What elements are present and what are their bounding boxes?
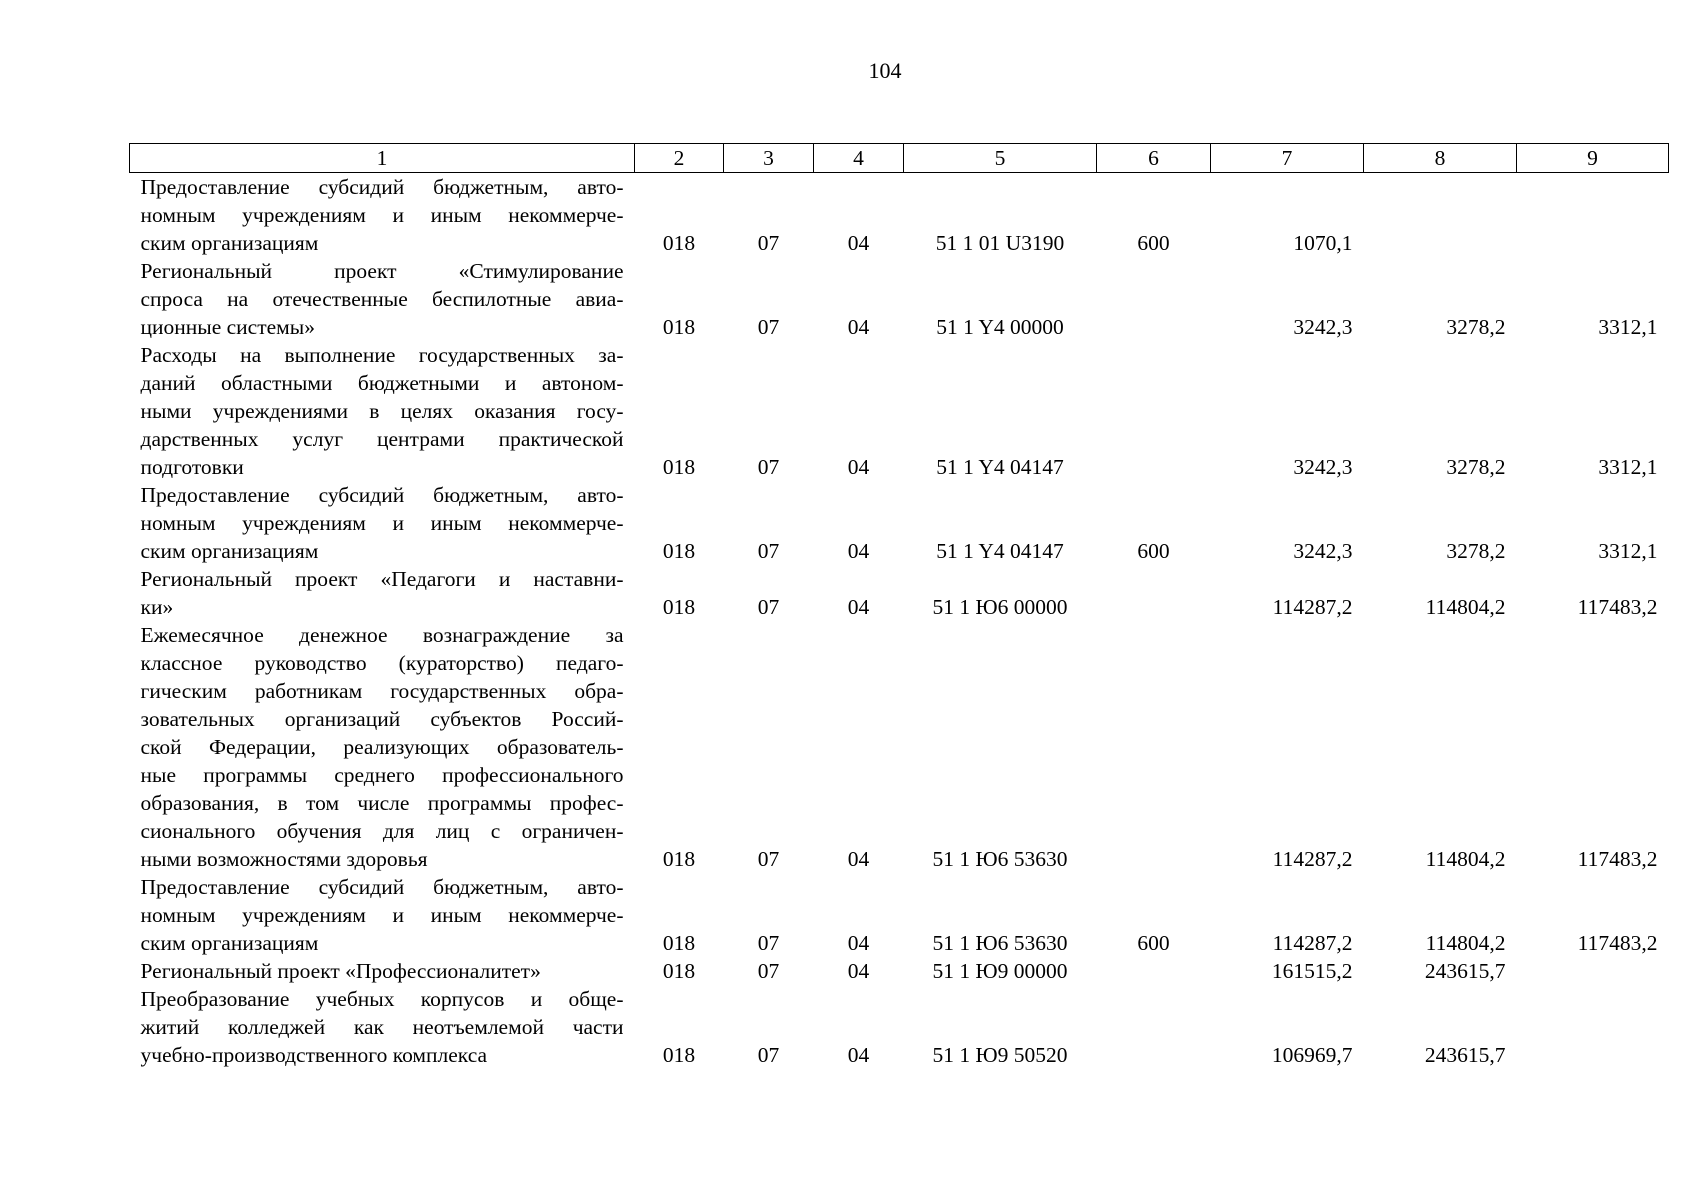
row-description [130,257,635,341]
subsection-code: 04 [847,847,870,871]
amount-col-9: 117483,2 [1577,931,1658,955]
amount-col-7: 3242,3 [1293,539,1353,563]
table-row [130,341,1669,481]
table-row [130,873,1669,957]
amount-col-8: 3278,2 [1446,315,1506,339]
ministry-code: 018 [662,1043,696,1067]
column-header-3: 3 [724,144,814,173]
description-line: Предоставление субсидий бюджетным, авто- [140,483,624,507]
table-header-row [130,144,1669,173]
amount-col-9 [1517,985,1669,1069]
table-row [130,621,1669,873]
row-description [130,173,635,258]
target-article-code: 51 1 Y4 04147 [936,539,1064,563]
subsection-code: 04 [847,931,870,955]
ministry-code: 018 [662,847,696,871]
amount-col-7: 106969,7 [1271,1043,1353,1067]
row-description [130,481,635,565]
amount-col-8: 114804,2 [1425,847,1506,871]
section-code: 07 [757,959,780,983]
target-article-code: 51 1 Ю6 00000 [932,595,1068,619]
ministry-code: 018 [662,595,696,619]
target-article-code: 51 1 Ю9 00000 [932,959,1068,983]
description-line: зовательных организаций субъектов Россий- [140,707,624,731]
column-header-7: 7 [1211,144,1364,173]
description-line: Расходы на выполнение государственных за- [140,343,624,367]
description-line: ционные системы» [140,315,315,339]
expense-type-code: 600 [1137,931,1170,955]
section-code: 07 [757,455,780,479]
page-number: 104 [868,58,902,83]
description-line: номным учреждениям и иным некоммерче- [140,903,624,927]
description-line: ными учреждениями в целях оказания госу- [140,399,624,423]
ministry-code: 018 [662,931,696,955]
amount-col-7: 114287,2 [1272,847,1353,871]
description-line: Преобразование учебных корпусов и обще- [140,987,624,1011]
amount-col-8: 114804,2 [1425,595,1506,619]
table-row [130,481,1669,565]
subsection-code: 04 [847,315,870,339]
amount-col-9 [1517,173,1669,258]
amount-col-9: 117483,2 [1577,847,1658,871]
column-header-5: 5 [904,144,1097,173]
amount-col-8: 3278,2 [1446,455,1506,479]
subsection-code: 04 [847,539,870,563]
table-row [130,173,1669,258]
description-line: подготовки [140,455,244,479]
description-line: ской Федерации, реализующих образователь- [140,735,624,759]
amount-col-9 [1517,957,1669,985]
row-description [130,873,635,957]
ministry-code: 018 [662,959,696,983]
expense-type-code [1097,621,1211,873]
description-line: житий колледжей как неотъемлемой части [140,1015,624,1039]
amount-col-8 [1364,173,1517,258]
section-code: 07 [757,1043,780,1067]
row-description [130,985,635,1069]
column-header-1: 1 [130,144,635,173]
description-line: ки» [140,595,174,619]
amount-col-7: 3242,3 [1293,455,1353,479]
amount-col-7: 1070,1 [1293,231,1353,255]
description-line: спроса на отечественные беспилотные авиа- [140,287,624,311]
amount-col-8: 243615,7 [1424,959,1506,983]
description-line: Предоставление субсидий бюджетным, авто- [140,175,624,199]
row-description [130,565,635,621]
expense-type-code: 600 [1137,231,1170,255]
amount-col-8: 114804,2 [1425,931,1506,955]
amount-col-9: 3312,1 [1598,539,1658,563]
amount-col-9: 3312,1 [1598,315,1658,339]
ministry-code: 018 [662,455,696,479]
description-line: учебно-производственного комплекса [140,1043,488,1067]
target-article-code: 51 1 01 U3190 [935,231,1065,255]
amount-col-7: 3242,3 [1293,315,1353,339]
description-line: образования, в том числе программы профес- [140,791,624,815]
description-line: ными возможностями здоровья [140,847,428,871]
expense-type-code [1097,341,1211,481]
description-line: Региональный проект «Стимулирование [140,259,624,283]
subsection-code: 04 [847,595,870,619]
amount-col-7: 114287,2 [1272,931,1353,955]
table-row [130,257,1669,341]
expense-type-code [1097,957,1211,985]
ministry-code: 018 [662,539,696,563]
ministry-code: 018 [662,231,696,255]
target-article-code: 51 1 Ю9 50520 [932,1043,1068,1067]
description-line: ским организациям [140,931,319,955]
description-line: Предоставление субсидий бюджетным, авто- [140,875,624,899]
amount-col-9: 117483,2 [1577,595,1658,619]
row-description [130,957,635,985]
table-body [130,173,1669,1070]
subsection-code: 04 [847,1043,870,1067]
budget-table [129,143,1669,1069]
column-header-4: 4 [814,144,904,173]
ministry-code: 018 [662,315,696,339]
section-code: 07 [757,231,780,255]
column-header-9: 9 [1517,144,1669,173]
row-description [130,621,635,873]
expense-type-code [1097,257,1211,341]
description-line: гическим работникам государственных обра- [140,679,624,703]
description-line: ским организациям [140,231,319,255]
section-code: 07 [757,539,780,563]
amount-col-9: 3312,1 [1598,455,1658,479]
description-line: даний областными бюджетными и автоном- [140,371,624,395]
table-row [130,957,1669,985]
section-code: 07 [757,931,780,955]
description-line: ные программы среднего профессионального [140,763,624,787]
target-article-code: 51 1 Y4 04147 [936,455,1064,479]
description-line: классное руководство (кураторство) педаго- [140,651,624,675]
section-code: 07 [757,315,780,339]
amount-col-7: 161515,2 [1271,959,1353,983]
row-description [130,341,635,481]
section-code: 07 [757,595,780,619]
section-code: 07 [757,847,780,871]
subsection-code: 04 [847,959,870,983]
subsection-code: 04 [847,231,870,255]
amount-col-8: 243615,7 [1424,1043,1506,1067]
amount-col-7: 114287,2 [1272,595,1353,619]
description-line: дарственных услуг центрами практической [140,427,624,451]
table-row [130,565,1669,621]
description-line: сионального обучения для лиц с ограничен- [140,819,624,843]
target-article-code: 51 1 Ю6 53630 [932,847,1068,871]
description-line: номным учреждениям и иным некоммерче- [140,511,624,535]
expense-type-code: 600 [1137,539,1170,563]
column-header-6: 6 [1097,144,1211,173]
target-article-code: 51 1 Ю6 53630 [932,931,1068,955]
expense-type-code [1097,985,1211,1069]
description-line: номным учреждениям и иным некоммерче- [140,203,624,227]
column-header-2: 2 [635,144,724,173]
expense-type-code [1097,565,1211,621]
subsection-code: 04 [847,455,870,479]
amount-col-8: 3278,2 [1446,539,1506,563]
description-line: Ежемесячное денежное вознаграждение за [140,623,624,647]
description-line: Региональный проект «Педагоги и наставни- [140,567,624,591]
table-row [130,985,1669,1069]
column-header-8: 8 [1364,144,1517,173]
description-line: ским организациям [140,539,319,563]
target-article-code: 51 1 Y4 00000 [936,315,1064,339]
description-line: Региональный проект «Профессионалитет» [140,959,541,983]
